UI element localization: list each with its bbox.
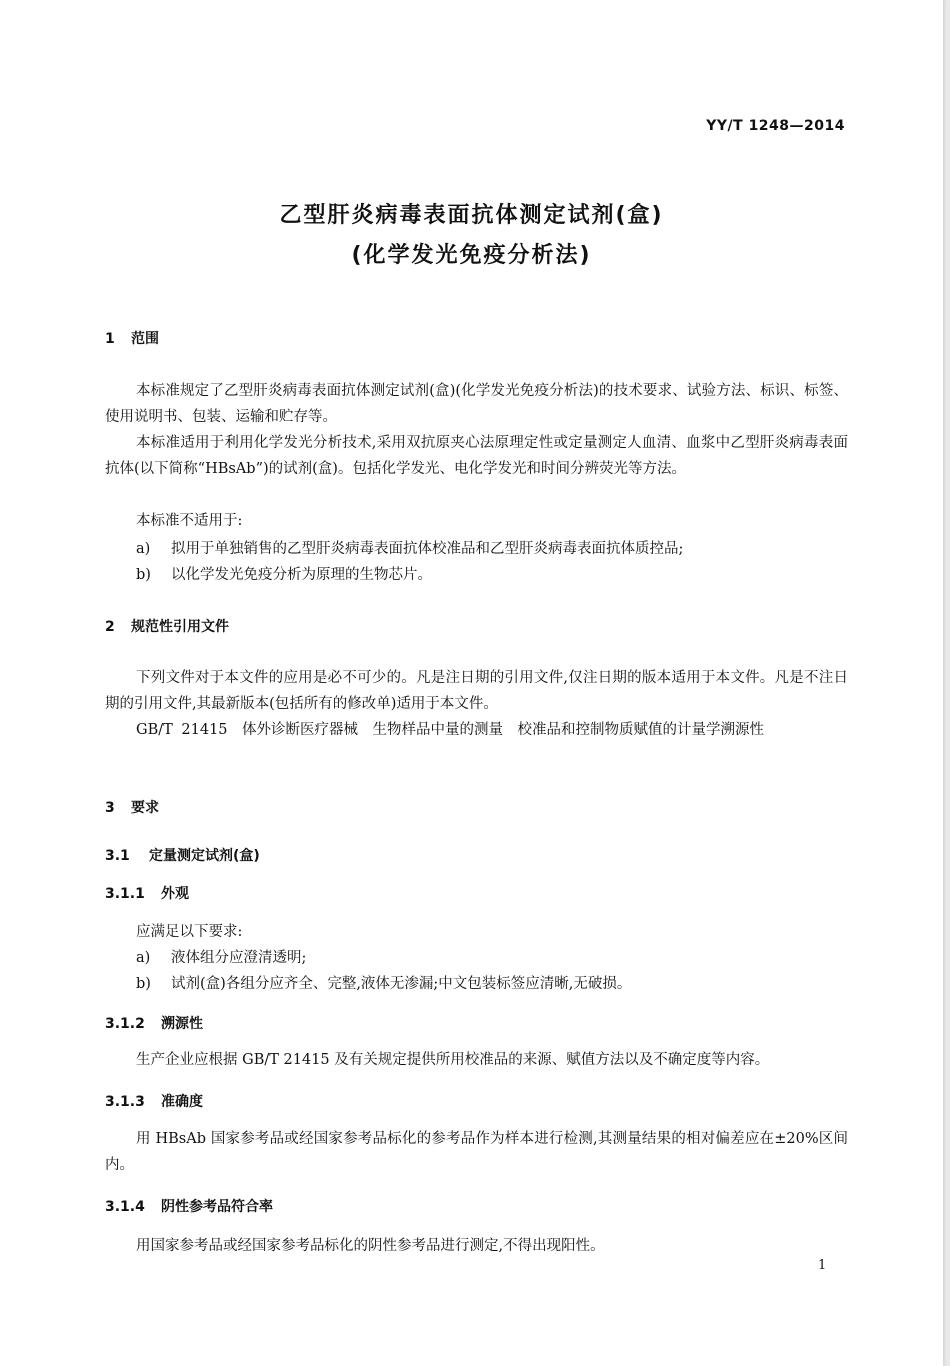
subsection-3-1-3-heading [105,1092,203,1112]
section-number: 1 [105,331,115,347]
list-marker: b) [136,567,151,583]
section-title: 规范性引用文件 [131,619,229,635]
subsection-title: 溯源性 [161,1016,203,1032]
list-marker: b) [136,976,151,992]
appearance-intro: 应满足以下要求: [136,924,243,940]
scope-paragraph-1: 本标准规定了乙型肝炎病毒表面抗体测定试剂(盒)(化学发光免疫分析法)的技术要求、试验方法、标识、标签、使用说明书、包装、运输和贮存等。 [105,383,848,425]
list-item [136,971,848,997]
scope-paragraph-2: 本标准适用于利用化学发光分析技术,采用双抗原夹心法原理定性或定量测定人血清、血浆中乙型肝炎病毒表面抗体(以下简称“HBsAb”)的试剂(盒)。包括化学发光、电化学发光和时间分辨荧光等方法。 [105,435,848,477]
subsection-number: 3.1.4 [105,1199,145,1215]
list-marker: a) [136,541,151,557]
normative-paragraph: 下列文件对于本文件的应用是必不可少的。凡是注日期的引用文件,仅注日期的版本适用于本文件。凡是不注日期的引用文件,其最新版本(包括所有的修改单)适用于本文件。 [105,670,848,712]
subsection-title: 外观 [161,886,189,902]
accuracy-text: 用 HBsAb 国家参考品或经国家参考品标化的参考品作为样本进行检测,其测量结果的相对偏差应在±20%区间内。 [105,1131,848,1173]
subsection-title: 阴性参考品符合率 [161,1199,273,1215]
list-text: 以化学发光免疫分析为原理的生物芯片。 [171,567,432,583]
subsection-number: 3.1.1 [105,886,145,902]
document-title-line-2: (化学发光免疫分析法) [351,243,592,268]
list-text: 液体组分应澄清透明; [171,950,307,966]
subsection-number: 3.1.2 [105,1016,145,1032]
normative-reference: GB/T 21415 体外诊断医疗器械 生物样品中量的测量 校准品和控制物质赋值的计量学溯源性 [136,722,765,738]
list-text: 试剂(盒)各组分应齐全、完整,液体无渗漏;中文包装标签应清晰,无破损。 [171,976,632,992]
list-text: 拟用于单独销售的乙型肝炎病毒表面抗体校准品和乙型肝炎病毒表面抗体质控品; [171,541,684,557]
subsection-number: 3.1.3 [105,1094,145,1110]
list-item [136,562,848,588]
section-1-heading [105,329,159,349]
list-marker: a) [136,950,151,966]
list-item [136,945,848,971]
section-3-heading [105,798,159,818]
subsection-title: 定量测定试剂(盒) [149,848,260,864]
subsection-number: 3.1 [105,848,130,864]
document-title-line-1: 乙型肝炎病毒表面抗体测定试剂(盒) [279,203,664,228]
scope-paragraph-3: 本标准不适用于: [136,513,243,529]
section-number: 3 [105,800,115,816]
section-title: 范围 [131,331,159,347]
list-item [136,536,848,562]
negative-reference-text: 用国家参考品或经国家参考品标化的阴性参考品进行测定,不得出现阳性。 [136,1238,605,1254]
subsection-3-1-4-heading [105,1197,273,1217]
subsection-3-1-1-heading [105,884,189,904]
subsection-title: 准确度 [161,1094,203,1110]
page-number: 1 [818,1258,827,1273]
section-title: 要求 [131,800,159,816]
subsection-3-1-heading [105,846,260,866]
traceability-text: 生产企业应根据 GB/T 21415 及有关规定提供所用校准品的来源、赋值方法以及不确定度等内容。 [136,1052,770,1068]
section-number: 2 [105,619,115,635]
standard-code: YY/T 1248—2014 [706,118,845,134]
section-2-heading [105,617,229,637]
subsection-3-1-2-heading [105,1014,203,1034]
